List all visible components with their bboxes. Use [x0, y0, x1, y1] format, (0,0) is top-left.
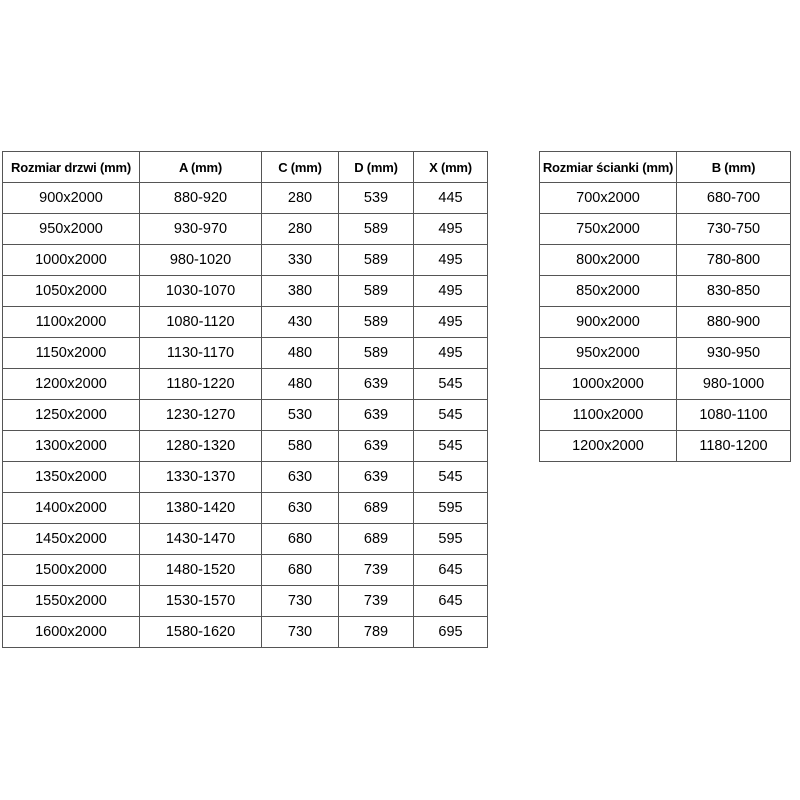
table-row	[3, 338, 488, 369]
table-cell: 645	[414, 586, 488, 617]
wall-sizes-table	[539, 151, 791, 462]
table-cell: 689	[339, 493, 414, 524]
column-header: Rozmiar ścianki (mm)	[540, 152, 677, 183]
table-row	[540, 400, 791, 431]
table-cell: 1230-1270	[140, 400, 262, 431]
table-row	[540, 307, 791, 338]
door-sizes-table-head	[3, 152, 488, 183]
table-cell: 595	[414, 493, 488, 524]
table-cell: 800x2000	[540, 245, 677, 276]
table-cell: 545	[414, 462, 488, 493]
table-cell: 930-970	[140, 214, 262, 245]
table-cell: 780-800	[677, 245, 791, 276]
table-cell: 950x2000	[540, 338, 677, 369]
column-header: Rozmiar drzwi (mm)	[3, 152, 140, 183]
table-cell: 1200x2000	[540, 431, 677, 462]
table-cell: 980-1000	[677, 369, 791, 400]
table-cell: 739	[339, 555, 414, 586]
table-cell: 1080-1100	[677, 400, 791, 431]
table-cell: 330	[262, 245, 339, 276]
table-cell: 1330-1370	[140, 462, 262, 493]
column-header: C (mm)	[262, 152, 339, 183]
table-cell: 630	[262, 493, 339, 524]
table-cell: 480	[262, 338, 339, 369]
door-sizes-table-body	[3, 183, 488, 648]
table-cell: 639	[339, 369, 414, 400]
table-row	[3, 586, 488, 617]
table-cell: 730	[262, 617, 339, 648]
table-cell: 1000x2000	[3, 245, 140, 276]
table-row	[3, 214, 488, 245]
table-cell: 1100x2000	[3, 307, 140, 338]
table-cell: 645	[414, 555, 488, 586]
table-cell: 739	[339, 586, 414, 617]
column-header: A (mm)	[140, 152, 262, 183]
wall-sizes-table-head	[540, 152, 791, 183]
table-cell: 1130-1170	[140, 338, 262, 369]
column-header: B (mm)	[677, 152, 791, 183]
table-cell: 950x2000	[3, 214, 140, 245]
table-cell: 930-950	[677, 338, 791, 369]
column-header: D (mm)	[339, 152, 414, 183]
table-row	[540, 183, 791, 214]
wall-sizes-table-body	[540, 183, 791, 462]
table-cell: 980-1020	[140, 245, 262, 276]
table-cell: 639	[339, 431, 414, 462]
table-cell: 380	[262, 276, 339, 307]
header-row	[3, 152, 488, 183]
table-row	[3, 431, 488, 462]
table-cell: 689	[339, 524, 414, 555]
table-row	[3, 462, 488, 493]
table-cell: 700x2000	[540, 183, 677, 214]
table-cell: 280	[262, 214, 339, 245]
table-row	[3, 183, 488, 214]
table-cell: 1350x2000	[3, 462, 140, 493]
table-row	[540, 245, 791, 276]
table-cell: 445	[414, 183, 488, 214]
table-cell: 480	[262, 369, 339, 400]
table-cell: 1050x2000	[3, 276, 140, 307]
table-row	[540, 431, 791, 462]
table-cell: 1430-1470	[140, 524, 262, 555]
table-cell: 695	[414, 617, 488, 648]
table-cell: 750x2000	[540, 214, 677, 245]
table-row	[3, 307, 488, 338]
table-cell: 539	[339, 183, 414, 214]
table-cell: 1100x2000	[540, 400, 677, 431]
table-cell: 639	[339, 462, 414, 493]
table-cell: 589	[339, 338, 414, 369]
table-cell: 1200x2000	[3, 369, 140, 400]
table-cell: 545	[414, 431, 488, 462]
table-cell: 1480-1520	[140, 555, 262, 586]
table-cell: 580	[262, 431, 339, 462]
table-cell: 1580-1620	[140, 617, 262, 648]
table-cell: 830-850	[677, 276, 791, 307]
table-cell: 680	[262, 524, 339, 555]
table-cell: 639	[339, 400, 414, 431]
table-cell: 1280-1320	[140, 431, 262, 462]
table-cell: 1030-1070	[140, 276, 262, 307]
table-cell: 1500x2000	[3, 555, 140, 586]
table-cell: 589	[339, 307, 414, 338]
table-cell: 1180-1200	[677, 431, 791, 462]
table-cell: 1180-1220	[140, 369, 262, 400]
table-cell: 1550x2000	[3, 586, 140, 617]
table-cell: 680	[262, 555, 339, 586]
table-row	[3, 400, 488, 431]
table-cell: 1380-1420	[140, 493, 262, 524]
table-cell: 1150x2000	[3, 338, 140, 369]
table-cell: 900x2000	[3, 183, 140, 214]
table-cell: 430	[262, 307, 339, 338]
table-row	[540, 338, 791, 369]
table-cell: 495	[414, 307, 488, 338]
table-cell: 545	[414, 400, 488, 431]
table-cell: 1250x2000	[3, 400, 140, 431]
table-row	[540, 369, 791, 400]
table-cell: 1080-1120	[140, 307, 262, 338]
table-cell: 1000x2000	[540, 369, 677, 400]
table-cell: 730	[262, 586, 339, 617]
table-cell: 900x2000	[540, 307, 677, 338]
table-cell: 495	[414, 276, 488, 307]
table-cell: 495	[414, 245, 488, 276]
table-cell: 589	[339, 214, 414, 245]
table-cell: 595	[414, 524, 488, 555]
table-cell: 280	[262, 183, 339, 214]
table-cell: 1450x2000	[3, 524, 140, 555]
table-row	[3, 617, 488, 648]
table-cell: 1400x2000	[3, 493, 140, 524]
table-cell: 789	[339, 617, 414, 648]
table-cell: 680-700	[677, 183, 791, 214]
table-cell: 850x2000	[540, 276, 677, 307]
table-row	[3, 555, 488, 586]
table-row	[540, 214, 791, 245]
table-cell: 1530-1570	[140, 586, 262, 617]
table-cell: 1600x2000	[3, 617, 140, 648]
table-row	[3, 524, 488, 555]
table-cell: 589	[339, 276, 414, 307]
table-cell: 1300x2000	[3, 431, 140, 462]
header-row	[540, 152, 791, 183]
table-row	[540, 276, 791, 307]
table-row	[3, 245, 488, 276]
table-cell: 589	[339, 245, 414, 276]
table-row	[3, 276, 488, 307]
table-cell: 630	[262, 462, 339, 493]
table-cell: 730-750	[677, 214, 791, 245]
table-row	[3, 369, 488, 400]
table-cell: 880-920	[140, 183, 262, 214]
table-cell: 545	[414, 369, 488, 400]
table-cell: 495	[414, 338, 488, 369]
column-header: X (mm)	[414, 152, 488, 183]
door-sizes-table	[2, 151, 488, 648]
table-cell: 530	[262, 400, 339, 431]
table-cell: 880-900	[677, 307, 791, 338]
table-row	[3, 493, 488, 524]
table-cell: 495	[414, 214, 488, 245]
